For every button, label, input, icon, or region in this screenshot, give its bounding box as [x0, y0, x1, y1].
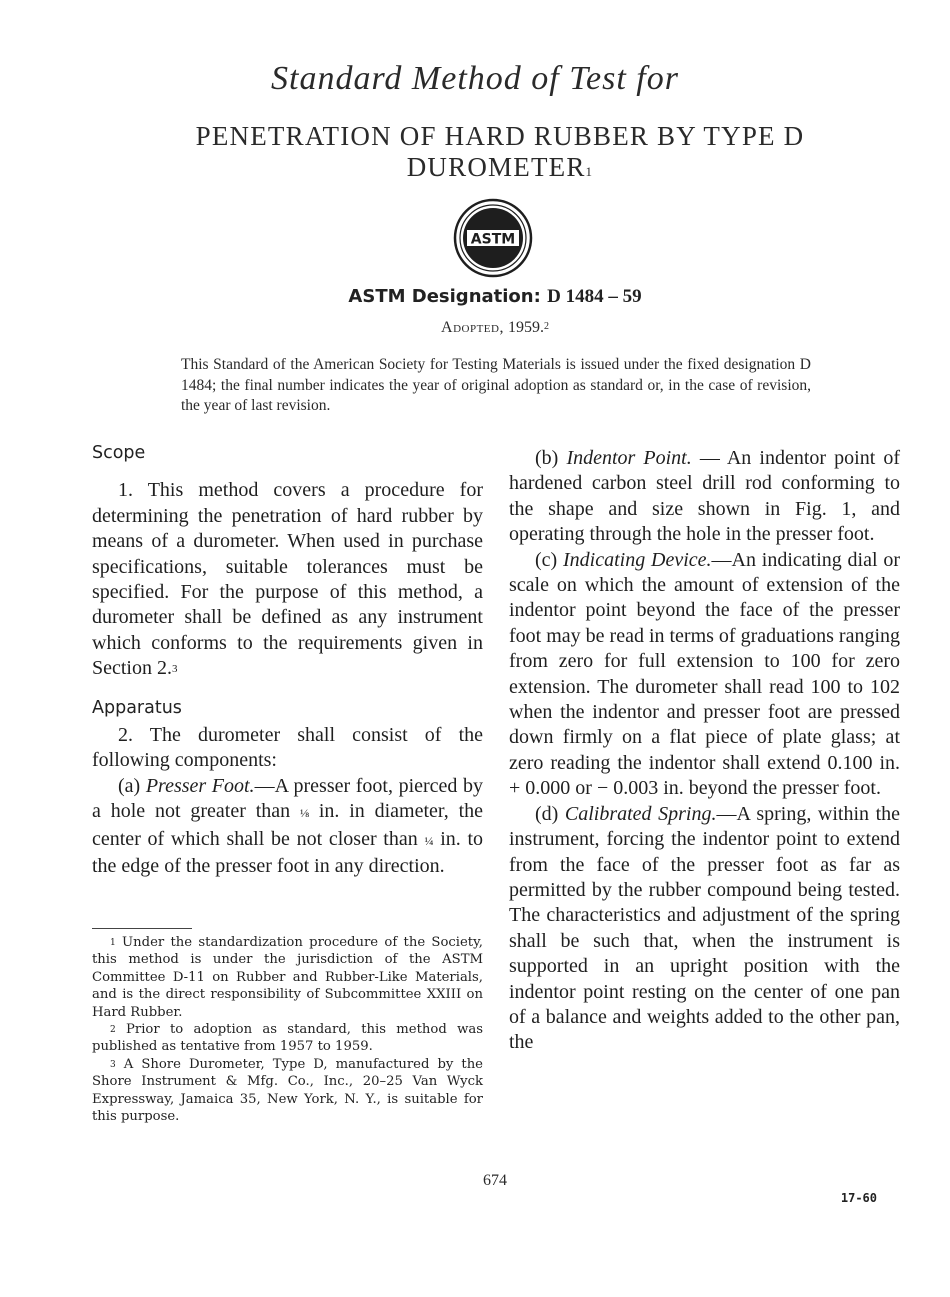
paragraph-presser-foot: [92, 774, 483, 880]
main-title-line2: DUROMETER: [406, 152, 586, 182]
fraction-eighth: ⅛: [299, 806, 309, 821]
astm-seal-icon: [453, 198, 533, 278]
scope-heading: Scope: [92, 443, 146, 463]
paragraph-1-text: 1. This method covers a procedure for determining the penetration of hard rubber by means of a durometer. When used in purchase specifications, suitable tolerances must be specified. For the purpose of this method, a durometer shall be defined as any instrument which conforms to the requirements given in Section 2.: [92, 479, 483, 680]
paragraph-calibrated-spring: [509, 802, 900, 1056]
intro-paragraph: This Standard of the American Society for Testing Materials is issued under the fixed designation D 1484; the final number indicates the year of original adoption as standard or, in the case of revision, the year of last revision.: [181, 356, 811, 414]
left-column: [92, 441, 483, 880]
term-presser-foot: Presser Foot.: [145, 774, 255, 797]
adopted-year: 1959.: [507, 319, 544, 336]
term-calibrated-spring: Calibrated Spring.: [564, 802, 717, 825]
page-number: 674: [483, 1172, 507, 1189]
presser-foot-text-3: in. to the edge of the presser foot in any direction.: [92, 827, 484, 878]
italic-title: Standard Method of Test for: [271, 60, 679, 97]
adopted-line: [0, 319, 950, 337]
term-indentor-point: Indentor Point.: [566, 447, 692, 469]
presser-foot-text-2: in. in diameter, the center of which shall be not closer than: [92, 800, 484, 850]
fraction-quarter: ¼: [424, 833, 434, 848]
main-title-line1: PENETRATION OF HARD RUBBER BY TYPE D: [195, 121, 805, 151]
astm-seal-text: ASTM: [470, 231, 516, 248]
adopted-footnote-mark: 2: [543, 321, 549, 332]
footnote-ref-3: 3: [172, 663, 178, 676]
footnote-divider: [92, 928, 192, 929]
footnote-3: [92, 1056, 483, 1126]
indentor-point-text: — An indentor point of hardened carbon steel drill rod conforming to the shape and size shown in Fig. 1, and operating through the hole in the presser foot.: [509, 447, 901, 546]
title-footnote-mark: 1: [585, 164, 594, 179]
adopted-label: Adopted,: [441, 319, 504, 336]
footnote-2: [92, 1021, 483, 1056]
footnote-2-mark: 2: [110, 1025, 116, 1036]
footnote-3-mark: 3: [110, 1059, 116, 1070]
form-code: 17-60: [840, 1191, 877, 1205]
designation-value: D 1484 – 59: [547, 286, 642, 307]
presser-foot-text-1: —A presser foot, pierced by a hole not greater than: [92, 774, 484, 823]
item-label-c: (c): [535, 548, 558, 571]
footnotes: [92, 934, 483, 1125]
apparatus-heading: Apparatus: [92, 697, 182, 718]
footnote-1: [92, 934, 483, 1021]
right-column: [509, 446, 900, 1056]
designation-line: [0, 286, 950, 308]
indicating-device-text: —An indicating dial or scale on which the amount of extension of the indentor point beyond the face of the presser foot may be read in terms of graduations ranging from zero for full extension to 100 for zero extension. The durometer shall read 100 to 102 when the indentor and presser foot are pressed down firmly on a flat piece of plate glass; at zero reading the indentor shall extend 0.100 in. + 0.000 or − 0.003 in. beyond the presser foot.: [509, 548, 901, 800]
designation-label: ASTM Designation:: [348, 286, 541, 307]
calibrated-spring-text: —A spring, within the instrument, forcing the indentor point to extend from the face of the presser foot as far as permitted by the rubber compound being tested. The characteristics and adjustment of the spring shall be such that, when the instrument is supported in an upright position with the indentor point resting on the center of one pan of a balance and weights added to the other pan, the: [509, 802, 901, 1054]
item-label-b: (b): [535, 447, 559, 469]
footnote-3-text: A Shore Durometer, Type D, manufactured by the Shore Instrument & Mfg. Co., Inc., 20–25 Van Wyck Expressway, Jamaica 35, New York, N. Y., is suitable for this purpose.: [92, 1056, 483, 1125]
main-title: [120, 121, 880, 183]
paragraph-1: [92, 478, 483, 681]
footnote-2-text: Prior to adoption as standard, this method was published as tentative from 1957 to 1959.: [92, 1022, 483, 1055]
paragraph-indentor-point: [509, 446, 900, 548]
item-label-a: (a): [118, 774, 141, 797]
item-label-d: (d): [535, 802, 559, 825]
footnote-1-text: Under the standardization procedure of the Society, this method is under the jurisdiction of the ASTM Committee D-11 on Rubber and Rubber-Like Materials, and is the direct responsibility of Subcommittee XXIII on Hard Rubber.: [92, 935, 483, 1020]
footnote-1-mark: 1: [110, 938, 116, 948]
term-indicating-device: Indicating Device.: [563, 548, 712, 571]
paragraph-indicating-device: [509, 548, 900, 802]
paragraph-2: 2. The durometer shall consist of the following components:: [92, 724, 483, 772]
